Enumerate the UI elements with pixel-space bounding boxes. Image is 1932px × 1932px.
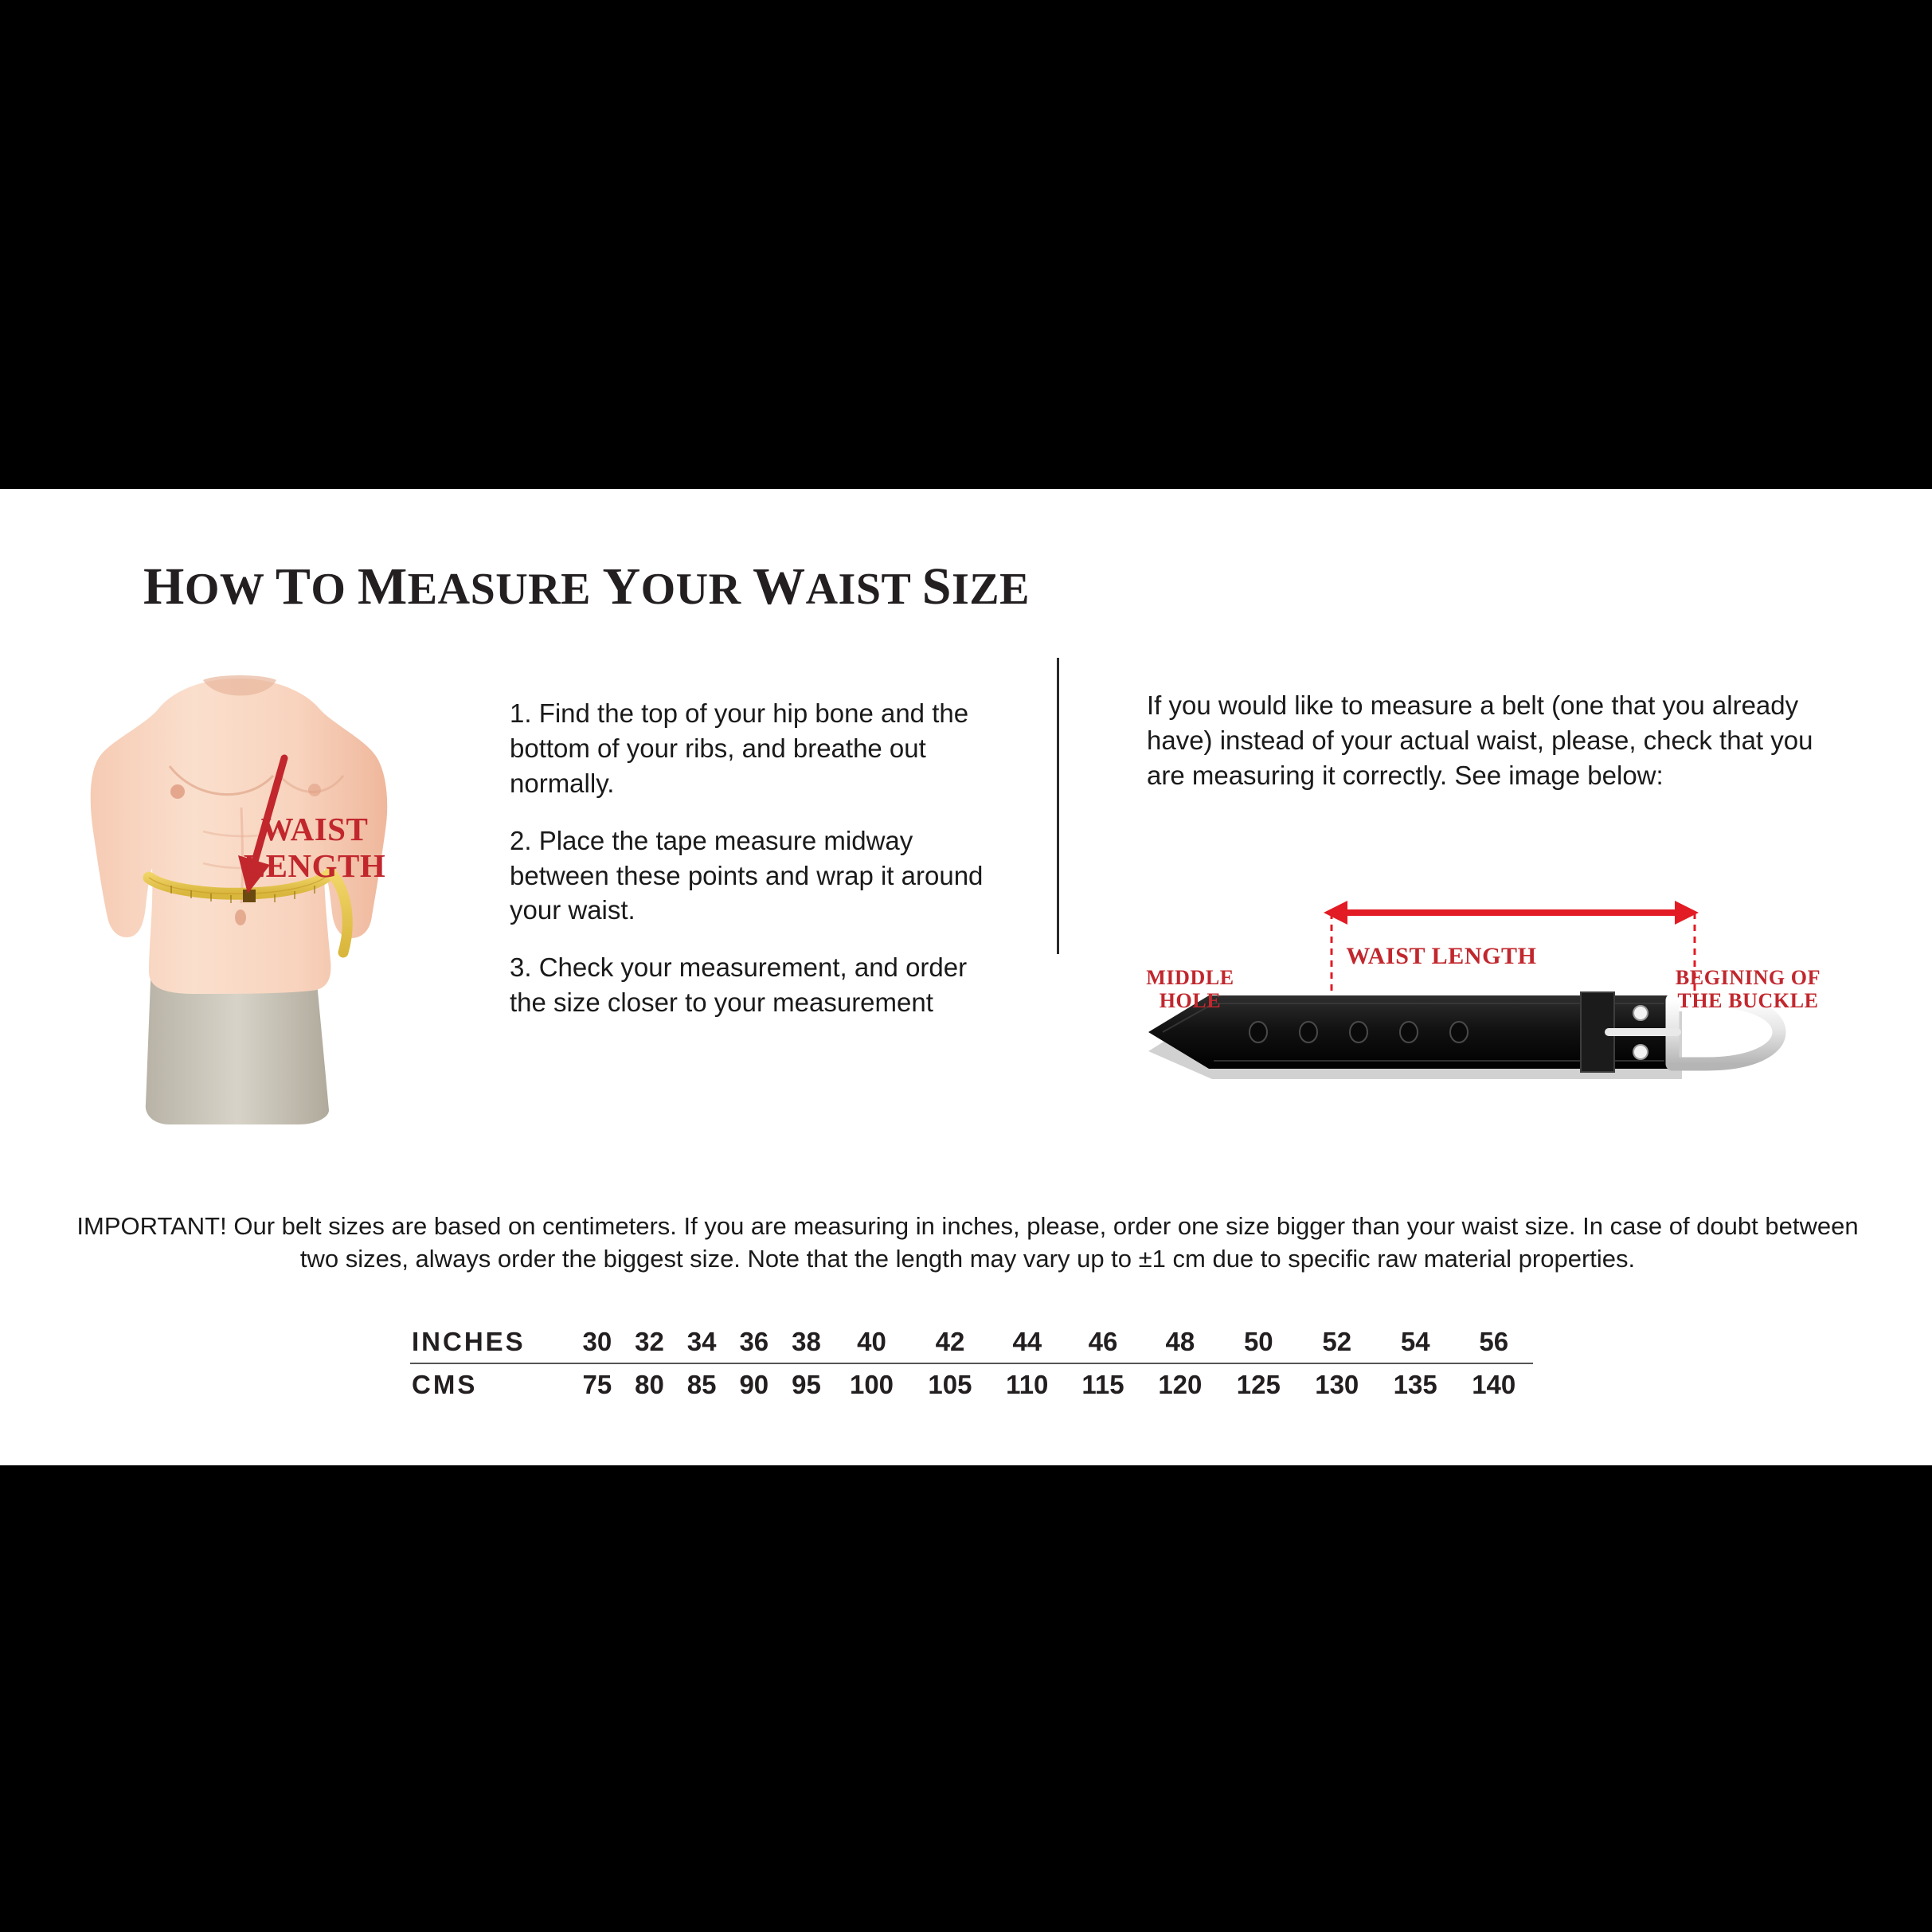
table-row-inches — [410, 1321, 1533, 1363]
inches-cell: 36 — [728, 1321, 780, 1363]
row-label-cms: CMS — [412, 1370, 478, 1399]
inches-cell: 52 — [1298, 1321, 1376, 1363]
table-row-cms — [410, 1363, 1533, 1406]
inches-cell: 50 — [1219, 1321, 1297, 1363]
cms-cell: 125 — [1236, 1370, 1281, 1399]
inches-cell: 40 — [832, 1321, 910, 1363]
navel — [235, 909, 246, 925]
cms-cell: 140 — [1472, 1370, 1516, 1399]
cms-cell: 80 — [635, 1370, 664, 1399]
measure-steps — [510, 696, 1007, 1042]
row-label-inches: INCHES — [410, 1321, 571, 1363]
cms-cell: 95 — [792, 1370, 821, 1399]
beginning-of-buckle-label — [1641, 967, 1856, 1012]
cms-cell: 120 — [1158, 1370, 1203, 1399]
belt-measure-note: If you would like to measure a belt (one that you already have) instead of your actual waist, please, check that you are measuring it correctly. See image below: — [1147, 690, 1813, 790]
page-title-text: HOW TO MEASURE YOUR WAIST SIZE — [143, 557, 1031, 616]
step-3: 3. Check your measurement, and order the size closer to your measurement — [510, 952, 968, 1018]
cms-cell: 135 — [1393, 1370, 1437, 1399]
cms-cell: 85 — [686, 1370, 717, 1399]
inches-cell: 30 — [571, 1321, 624, 1363]
inches-cell: 46 — [1065, 1321, 1140, 1363]
waist-label-line2: LENGTH — [243, 847, 386, 884]
waist-length-label — [211, 812, 418, 885]
waist-length-dimension — [1324, 901, 1699, 925]
middle-hole-line1: MIDDLE — [1146, 966, 1234, 989]
cms-cell: 130 — [1315, 1370, 1359, 1399]
cms-cell: 110 — [1006, 1370, 1049, 1399]
cms-cell: 105 — [928, 1370, 972, 1399]
inches-cell: 38 — [780, 1321, 833, 1363]
inches-cell: 32 — [624, 1321, 676, 1363]
inches-cell: 42 — [911, 1321, 989, 1363]
waist-label-line1: WAIST — [260, 811, 369, 847]
anatomy-detail — [170, 784, 185, 799]
inches-cell: 54 — [1376, 1321, 1454, 1363]
middle-hole-label — [1117, 967, 1264, 1012]
cms-cell: 100 — [849, 1370, 894, 1399]
belt-diagram — [1115, 855, 1856, 1150]
beginning-line2: THE BUCKLE — [1677, 988, 1819, 1012]
step-2: 2. Place the tape measure midway between these points and wrap it around your waist. — [510, 825, 984, 925]
middle-hole — [1350, 1022, 1367, 1042]
size-conversion-table — [410, 1321, 1533, 1406]
inches-cell: 56 — [1454, 1321, 1533, 1363]
inches-cell: 34 — [675, 1321, 728, 1363]
cms-cell: 115 — [1081, 1370, 1124, 1399]
step-1: 1. Find the top of your hip bone and the bottom of your ribs, and breathe out normally. — [510, 698, 969, 798]
column-divider — [1057, 658, 1059, 954]
belt-waist-length-label: WAIST LENGTH — [1346, 943, 1537, 969]
middle-hole-line2: HOLE — [1159, 988, 1222, 1012]
rivet-bottom — [1633, 1045, 1648, 1059]
beginning-line1: BEGINING OF — [1675, 966, 1821, 989]
size-guide-panel — [0, 489, 1932, 1465]
inches-cell: 48 — [1141, 1321, 1219, 1363]
cms-cell: 75 — [582, 1370, 612, 1399]
important-note: IMPORTANT! Our belt sizes are based on centimeters. If you are measuring in inches, please, order one size bigger than your waist size. In case of doubt between two sizes, always order the biggest size. Note that the length may vary up to ±1 cm due to specific raw material properties. — [76, 1212, 1859, 1273]
inches-cell: 44 — [989, 1321, 1065, 1363]
page-title — [143, 557, 1030, 617]
torso-illustration — [76, 664, 490, 1134]
cms-cell: 90 — [739, 1370, 769, 1399]
torso-graphic — [76, 664, 490, 1134]
